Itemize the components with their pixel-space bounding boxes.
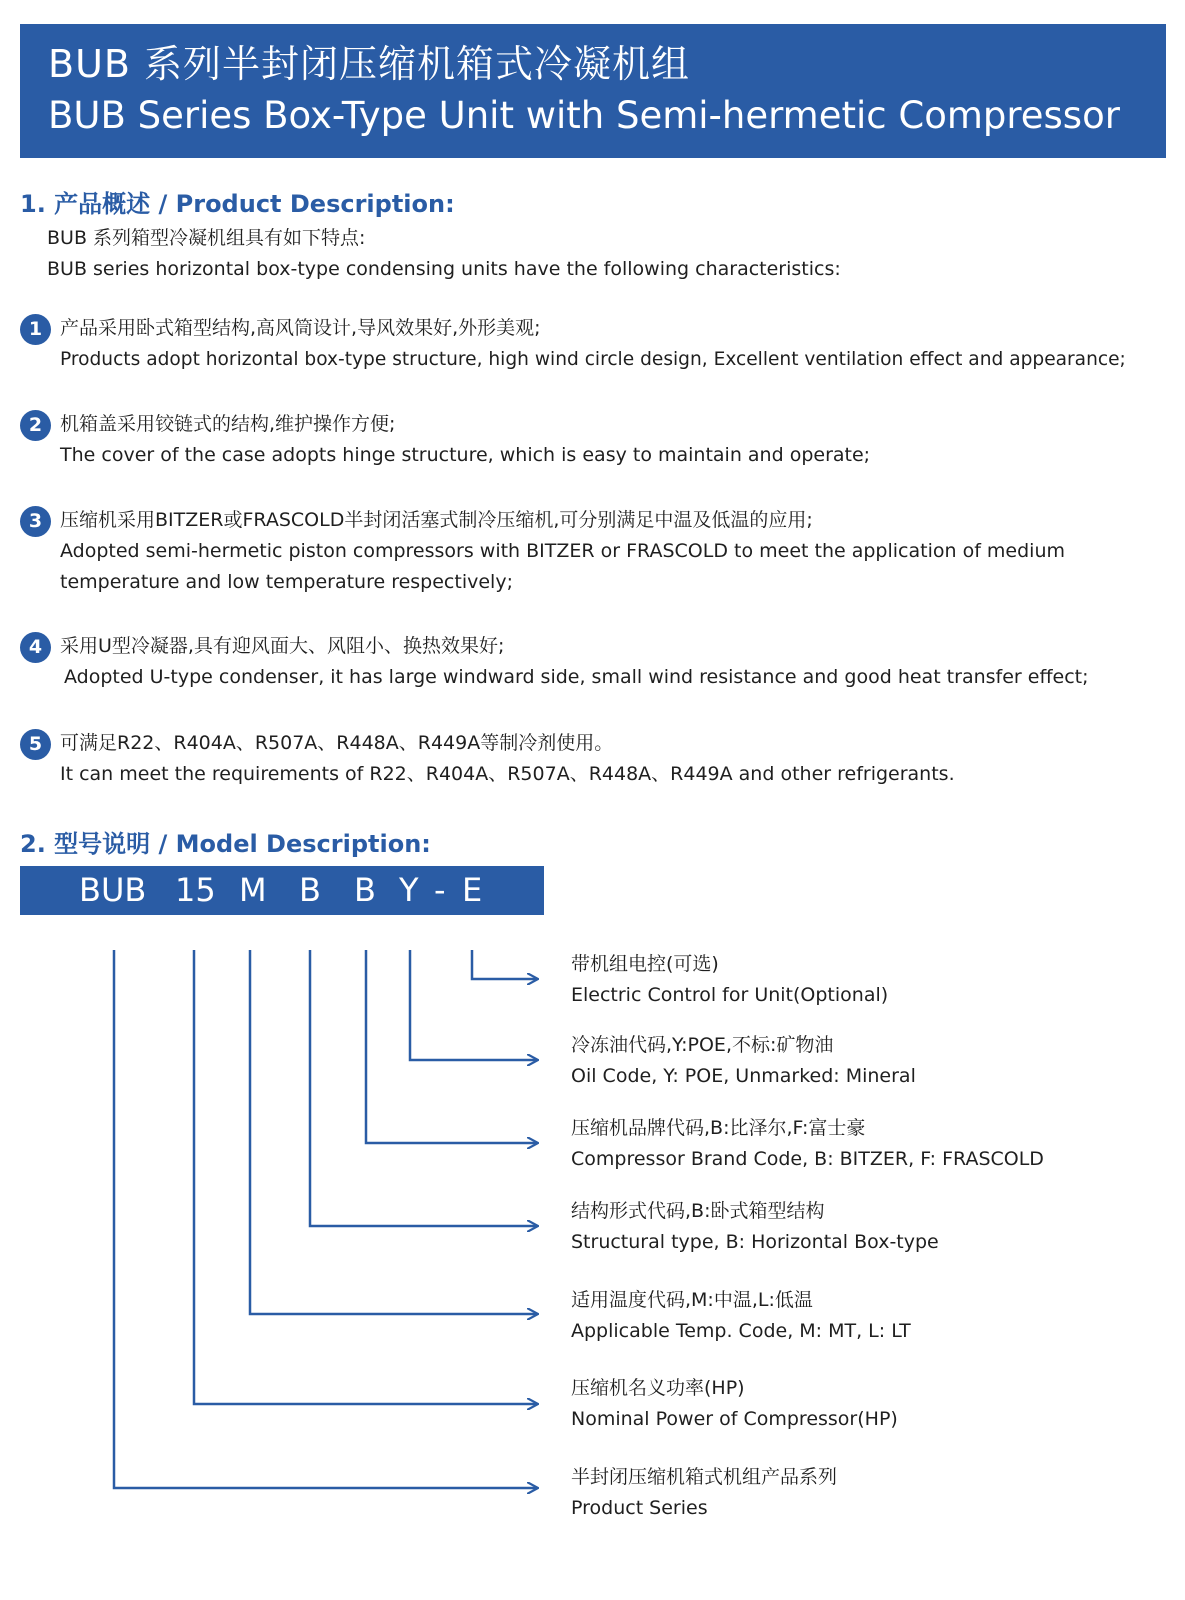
section-model-description-title: 2. 型号说明 / Model Description:: [20, 830, 431, 858]
feature-zh: 产品采用卧式箱型结构,高风筒设计,导风效果好,外形美观;: [60, 317, 541, 339]
feature-en: Adopted semi-hermetic piston compressors with BITZER or FRASCOLD to meet the application of medium temperature and low temperature respectively;: [60, 540, 1066, 593]
desc-zh: 结构形式代码,B:卧式箱型结构: [571, 1200, 825, 1222]
desc-en: Electric Control for Unit(Optional): [571, 984, 889, 1006]
desc-zh: 半封闭压缩机箱式机组产品系列: [571, 1466, 838, 1488]
connector-series: [114, 950, 537, 1488]
desc-zh: 压缩机名义功率(HP): [571, 1377, 745, 1399]
intro-en: BUB series horizontal box-type condensing units have the following characteristics:: [47, 258, 841, 280]
model-part-structure: B: [299, 871, 321, 909]
desc-zh: 适用温度代码,M:中温,L:低温: [571, 1289, 813, 1311]
section-product-description-title: 1. 产品概述 / Product Description:: [20, 190, 455, 218]
title-en: BUB Series Box-Type Unit with Semi-hermetic Compressor: [48, 94, 1120, 137]
connector-temp: [250, 950, 537, 1314]
model-desc-power: [571, 1373, 898, 1435]
desc-en: Compressor Brand Code, B: BITZER, F: FRASCOLD: [571, 1148, 1044, 1170]
desc-zh: 带机组电控(可选): [571, 953, 719, 975]
desc-en: Nominal Power of Compressor(HP): [571, 1408, 898, 1430]
number-badge: 1: [20, 314, 51, 345]
feature-zh: 可满足R22、R404A、R507A、R448A、R449A等制冷剂使用。: [60, 732, 614, 754]
number-badge: 4: [20, 632, 51, 663]
model-part-electric: E: [462, 871, 483, 909]
model-part-temp: M: [239, 871, 267, 909]
feature-zh: 采用U型冷凝器,具有迎风面大、风阻小、换热效果好;: [60, 635, 505, 657]
model-desc-electric: [571, 949, 888, 1011]
desc-en: Product Series: [571, 1497, 708, 1519]
desc-en: Oil Code, Y: POE, Unmarked: Mineral: [571, 1065, 916, 1087]
feature-zh: 压缩机采用BITZER或FRASCOLD半封闭活塞式制冷压缩机,可分别满足中温及低温的应用;: [60, 509, 813, 531]
feature-en: It can meet the requirements of R22、R404A、R507A、R448A、R449A and other refrigerants.: [60, 763, 955, 785]
model-part-brand: B: [354, 871, 376, 909]
desc-en: Structural type, B: Horizontal Box-type: [571, 1231, 939, 1253]
number-badge: 2: [20, 410, 51, 441]
number-badge: 3: [20, 506, 51, 537]
desc-en: Applicable Temp. Code, M: MT, L: LT: [571, 1320, 911, 1342]
connector-oil: [410, 950, 537, 1060]
intro-zh: BUB 系列箱型冷凝机组具有如下特点:: [47, 227, 366, 249]
model-part-power: 15: [175, 871, 216, 909]
model-part-dash: -: [434, 871, 446, 909]
title-zh: BUB 系列半封闭压缩机箱式冷凝机组: [48, 42, 691, 86]
model-desc-brand: [571, 1113, 1044, 1175]
feature-zh: 机箱盖采用铰链式的结构,维护操作方便;: [60, 413, 396, 435]
model-part-series: BUB: [79, 871, 147, 909]
model-desc-structure: [571, 1196, 939, 1258]
feature-en: The cover of the case adopts hinge structure, which is easy to maintain and operate;: [60, 444, 871, 466]
desc-zh: 冷冻油代码,Y:POE,不标:矿物油: [571, 1034, 834, 1056]
desc-zh: 压缩机品牌代码,B:比泽尔,F:富士豪: [571, 1117, 866, 1139]
feature-en: Adopted U-type condenser, it has large windward side, small wind resistance and good heat transfer effect;: [64, 666, 1089, 688]
connector-electric: [472, 950, 537, 979]
feature-en: Products adopt horizontal box-type structure, high wind circle design, Excellent ventilation effect and appearance;: [60, 349, 1126, 370]
connector-structure: [310, 950, 537, 1226]
model-desc-oil: [571, 1030, 916, 1092]
number-badge: 5: [20, 729, 51, 760]
model-part-oil: Y: [399, 871, 419, 909]
model-desc-temp: [571, 1285, 911, 1347]
model-desc-series: [571, 1462, 837, 1524]
